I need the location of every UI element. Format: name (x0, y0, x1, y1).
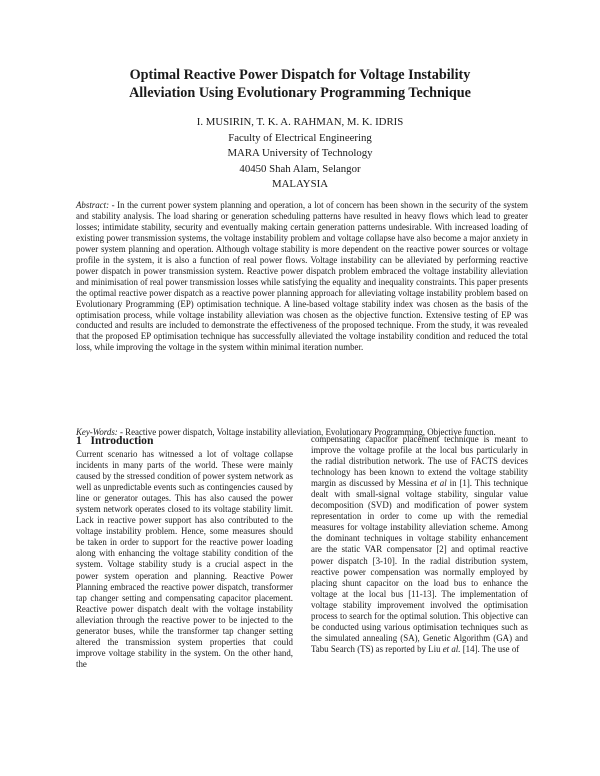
title-line-1: Optimal Reactive Power Dispatch for Voltage Instability (129, 67, 471, 83)
section-number: 1 (76, 434, 82, 447)
intro-right-part-c: [14]. The use of (460, 643, 520, 654)
abstract-label: Abstract: (76, 200, 110, 210)
abstract-text: - In the current power system planning and operation, a lot of concern has been shown in the security of the system and stability analysis. The load sharing or generation scheduling patterns have resulted in heavy flows which lead to greater losses; intimidate stability, security and eventually making certain generation patterns undesirable. With increased loading of existing power transmission systems, the voltage instability problem and voltage collapse have also become a major anxiety in power system planning and operation. Although voltage stability is more dependent on the reactive power sources or voltage profile in the system, it is also a function of real power flows. Voltage instability can be alleviated by performing reactive power dispatch in power transmission system. Reactive power dispatch problem embraced the voltage instability alleviation and minimisation of real power transmission losses while satisfying the equality and inequality constraints. This paper presents the optimal reactive power dispatch as a reactive power planning approach for alleviating voltage instability problem based on Evolutionary Programming (EP) optimisation technique. A line-based voltage stability index was chosen as the basis of the optimisation process, while voltage instability alleviation was chosen as the objective function. Extensive testing of EP was conducted and results are included to demonstrate the effectiveness of the proposed technique. From the study, it was revealed that the proposed EP optimisation technique has successfully alleviated the voltage instability condition and reduced the total loss, while improving the voltage in the system within minimal iteration number. (76, 200, 528, 353)
abstract (76, 200, 528, 353)
etal-1: et al (430, 478, 447, 489)
title-line-2: Alleviation Using Evolutionary Programming Technique (129, 85, 471, 101)
intro-right-text (311, 434, 528, 655)
intro-left-text: Current scenario has witnessed a lot of voltage collapse incidents in many parts of the world. These were mainly caused by the stressed condition of power system network as well as unpredictable events such as contingencies caused by line or generator outages. This has also caused the power system network operates closed to its voltage stability limit. Lack in reactive power support has also contributed to the voltage instability problem. Hence, some measures should be taken in order to support for the reactive power loading along with enhancing the voltage stability condition of the system. Voltage stability study is a crucial aspect in the power system operation and planning. Reactive Power Planning embraced the reactive power dispatch, transformer tap changer setting and compensating capacitor placement. Reactive power dispatch dealt with the voltage instability alleviation through the reactive power to be injected to the generator buses, while the transformer tap changer setting altered the transmission system properties that could improve voltage stability in the system. On the other hand, the (76, 449, 293, 669)
affiliation-university: MARA University of Technology (227, 147, 373, 160)
section-heading (76, 434, 153, 447)
affiliation-faculty: Faculty of Electrical Engineering (228, 131, 372, 144)
intro-right-part-a: compensating capacitor placement technique is meant to improve the voltage profile at the local bus particularly in the radial distribution network. The use of FACTS devices technology has been known to extend the voltage stability margin as discussed by Messina (311, 434, 528, 489)
keywords-text: - Reactive power dispatch, Voltage instability alleviation, Evolutionary Programming, Objective function. (117, 427, 496, 437)
intro-right-part-b: in [1]. This technique dealt with small-signal voltage stability, singular value decomposition (SVD) and modification of power system representation in order to come up with the remedial measures for voltage instability alleviation scheme. Among the dominant techniques in voltage stability enhancement are the static VAR compensator [2] and optimal reactive power dispatch [3-10]. In the radial distribution system, reactive power compensation was normally employed by placing shunt capacitor on the load bus to enhance the voltage at the local bus [11-13]. The implementation of voltage stability improvement involved the optimisation process to search for the optimal solution. This objective can be conducted using various optimisation techniques such as the simulated annealing (SA), Genetic Algorithm (GA) and Tabu Search (TS) as reported by Liu (311, 478, 528, 654)
right-column (311, 434, 528, 655)
keywords-label: Key-Words: (76, 427, 118, 437)
etal-2: et al. (442, 643, 461, 654)
affiliation-address: 40450 Shah Alam, Selangor (239, 162, 361, 175)
paper-title (0, 66, 600, 102)
author-names: I. MUSIRIN, T. K. A. RAHMAN, M. K. IDRIS (196, 116, 404, 128)
affiliation-country: MALAYSIA (272, 178, 328, 191)
section-title: Introduction (90, 434, 154, 447)
author-block (0, 115, 600, 193)
left-column (76, 449, 293, 670)
